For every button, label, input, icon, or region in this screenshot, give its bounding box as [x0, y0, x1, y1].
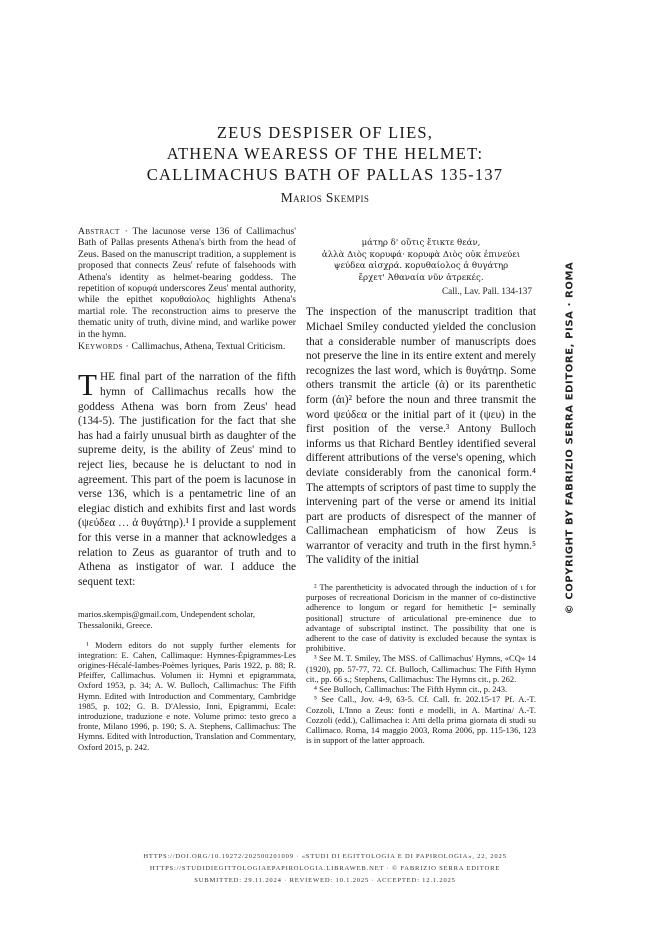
- footnote-5: ⁵ See Call., Jov. 4-9, 63-5. Cf. Call. fr. 202.15-17 Pf. A.-T. Cozzoli, L'Inno a Zeus: fonti e modelli, in A. Martina/ A.-T. Cozzoli (edd.), Callimachea i: Atti della prima giornata di studi su Callimaco. Roma, 14 maggio 2003, Roma 2006, pp. 115-136, 123 is in support of the latter approach.: [306, 694, 536, 746]
- footer-website: HTTPS://STUDIDIEGITTOLOGIAEPAPIROLOGIA.LIBRAWEB.NET · © FABRIZIO SERRA EDITORE: [149, 865, 501, 872]
- intro-paragraph: [78, 367, 296, 589]
- body-paragraph: The inspection of the manuscript tradition that Michael Smiley conducted yielded the conclusion that a considerable number of manuscripts does not preserve the line in its entire extent and merely recognizes the last word, which is θυγάτηρ. Some others transmit the article (ἁ) or its parenthetic form (ἀι)² before the noun and three transmit the word ψεύδεα or the initial part of it (ψευ) in the first position of the verse.³ Antony Bulloch informs us that Richard Bentley identified several different attributions of the verse's opening, which deviate considerably from the canonical form.⁴ The attempts of scriptors of past time to supply the intervening part of the verse or amend its initial part are products of disrespect of the manner of Callimachean emphaticism of how Zeus is warrantor of veracity and truth in the first hymn.⁵ The validity of the initial: [306, 306, 536, 567]
- footnote-2: ² The parentheticity is advocated through the induction of ι for purposes of recreational Doricism in the manner of co-distinctive adherence to longum or regard for hemithetic [= seminally positional] structure of articulational pre-eminence due to advantage of subscriptal instinct. The possibility that one is adherent to the case of dativity is excluded because the syntax is prohibitive.: [306, 582, 536, 654]
- footnote-4: ⁴ See Bulloch, Callimachus: The Fifth Hymn cit., p. 243.: [314, 684, 508, 695]
- title-line-3: CALLIMACHUS BATH OF PALLAS 135-137: [146, 165, 504, 184]
- copyright-text: © COPYRIGHT BY FABRIZIO SERRA EDITORE, PISA · ROMA: [564, 261, 576, 615]
- article-title: [0, 122, 650, 185]
- quote-line-1: μάτηρ δ' οὔτις ἔτικτε θεάν,: [361, 238, 481, 248]
- quote-line-2: ἀλλὰ Διὸς κορυφά· κορυφὰ Διὸς οὐκ ἐπινεύει: [321, 249, 521, 260]
- intro-text: HE final part of the narration of the fifth hymn of Callimachus recalls how the goddess Athena was born from Zeus' head (134-5). The justification for the fact that she has had a fairly unusual birth as daughter of the supreme deity, is the ability of Zeus' mind to reject lies, because he is deluctant to nod in agreement. This part of the poem is lacunose in verse 136, which is a pentametric line of an elegiac distich and exhibits first and last words (ψεύδεα … ἁ θυγάτηρ).¹ I provide a supplement for this verse in a manner that acknowledges a relation to Zeus as guarantor of truth and to Athena as instigator of war. I adduce the sequent text:: [78, 371, 296, 588]
- author-affiliation: marios.skempis@gmail.com, Undependent scholar, Thessaloniki, Greece.: [78, 609, 256, 630]
- abstract: [78, 226, 296, 340]
- copyright-sidebar: [560, 261, 580, 615]
- keywords-label: Keywords ·: [78, 341, 130, 353]
- footnotes: [306, 582, 536, 745]
- abstract-text: The lacunose verse 136 of Callimachus' Bath of Pallas presents Athena's birth from the head of Zeus. Based on the manuscript tradition, a supplement is proposed that connects Zeus' refute of falsehoods with Athena's identity as helmet-bearing goddess. The repetition of κορυφά underscores Zeus' mental authority, while the epithet κορυθαίολος highlights Athena's martial role. The reconstruction aims to preserve the thematic unity of truth, divine mind, and warlike power in the hymn.: [78, 226, 296, 340]
- footer-dates: SUBMITTED: 29.11.2024 · REVIEWED: 10.1.2025 · ACCEPTED: 12.1.2025: [194, 877, 456, 884]
- footnote-1: ¹ Modern editors do not supply further elements for integration: E. Cahen, Callimaque: Hymnes-Épigrammes-Les origines-Hécalé-Iambes-Poèmes lyriques, Paris 1922, p. 88; R. Pfeiffer, Callimachus. Volumen ii: Hymni et epigrammata, Oxford 1953, p. 34; A. W. Bulloch, Callimachus: The Fifth Hymn. Edited with Introduction and Commentary, Cambridge 1985, p. 102; G. B. D'Alessio, Inni, Epigrammi, Ecale: introduzione, traduzione e note. Volume primo: testo greco a fronte, Milano 1996, p. 190; S. A. Stephens, Callimachus: The Hymns. Edited with Introduction, Translation and Commentary, Oxford 2015, p. 242.: [78, 639, 296, 752]
- quote-source: Call., Lav. Pall. 134-137: [442, 286, 532, 297]
- greek-quotation: [306, 238, 536, 284]
- title-line-2: ATHENA WEARESS OF THE HELMET:: [166, 144, 484, 163]
- author-name: Marios Skempis: [280, 190, 370, 205]
- left-column: [78, 226, 296, 752]
- quote-line-3: ψεύδεα αἰσχρά. κορυθαίολος ἁ θυγάτηρ: [333, 261, 509, 272]
- drop-cap: T: [78, 367, 97, 403]
- footer-doi: HTTPS://DOI.ORG/10.19272/202500201009 · «STUDI DI EGITTOLOGIA E DI PAPIROLOGIA», 22, 2025: [143, 853, 507, 860]
- title-line-1: ZEUS DESPISER OF LIES,: [216, 123, 434, 142]
- footnote-3: ³ See M. T. Smiley, The MSS. of Callimachus' Hymns, «CQ» 14 (1920), pp. 57-77, 72. Cf. Bulloch, Callimachus: The Fifth Hymn cit., pp. 66 s.; Stephens, Callimachus: The Hymns cit., p. 262.: [306, 653, 536, 684]
- keywords-text: Callimachus, Athena, Textual Criticism.: [131, 341, 286, 353]
- keywords: [78, 341, 296, 352]
- right-column: [306, 226, 536, 745]
- abstract-label: Abstract ·: [78, 226, 129, 237]
- quote-line-4: ἔρχετ' Ἀθαναία νῦν ἀτρεκές.: [358, 272, 484, 283]
